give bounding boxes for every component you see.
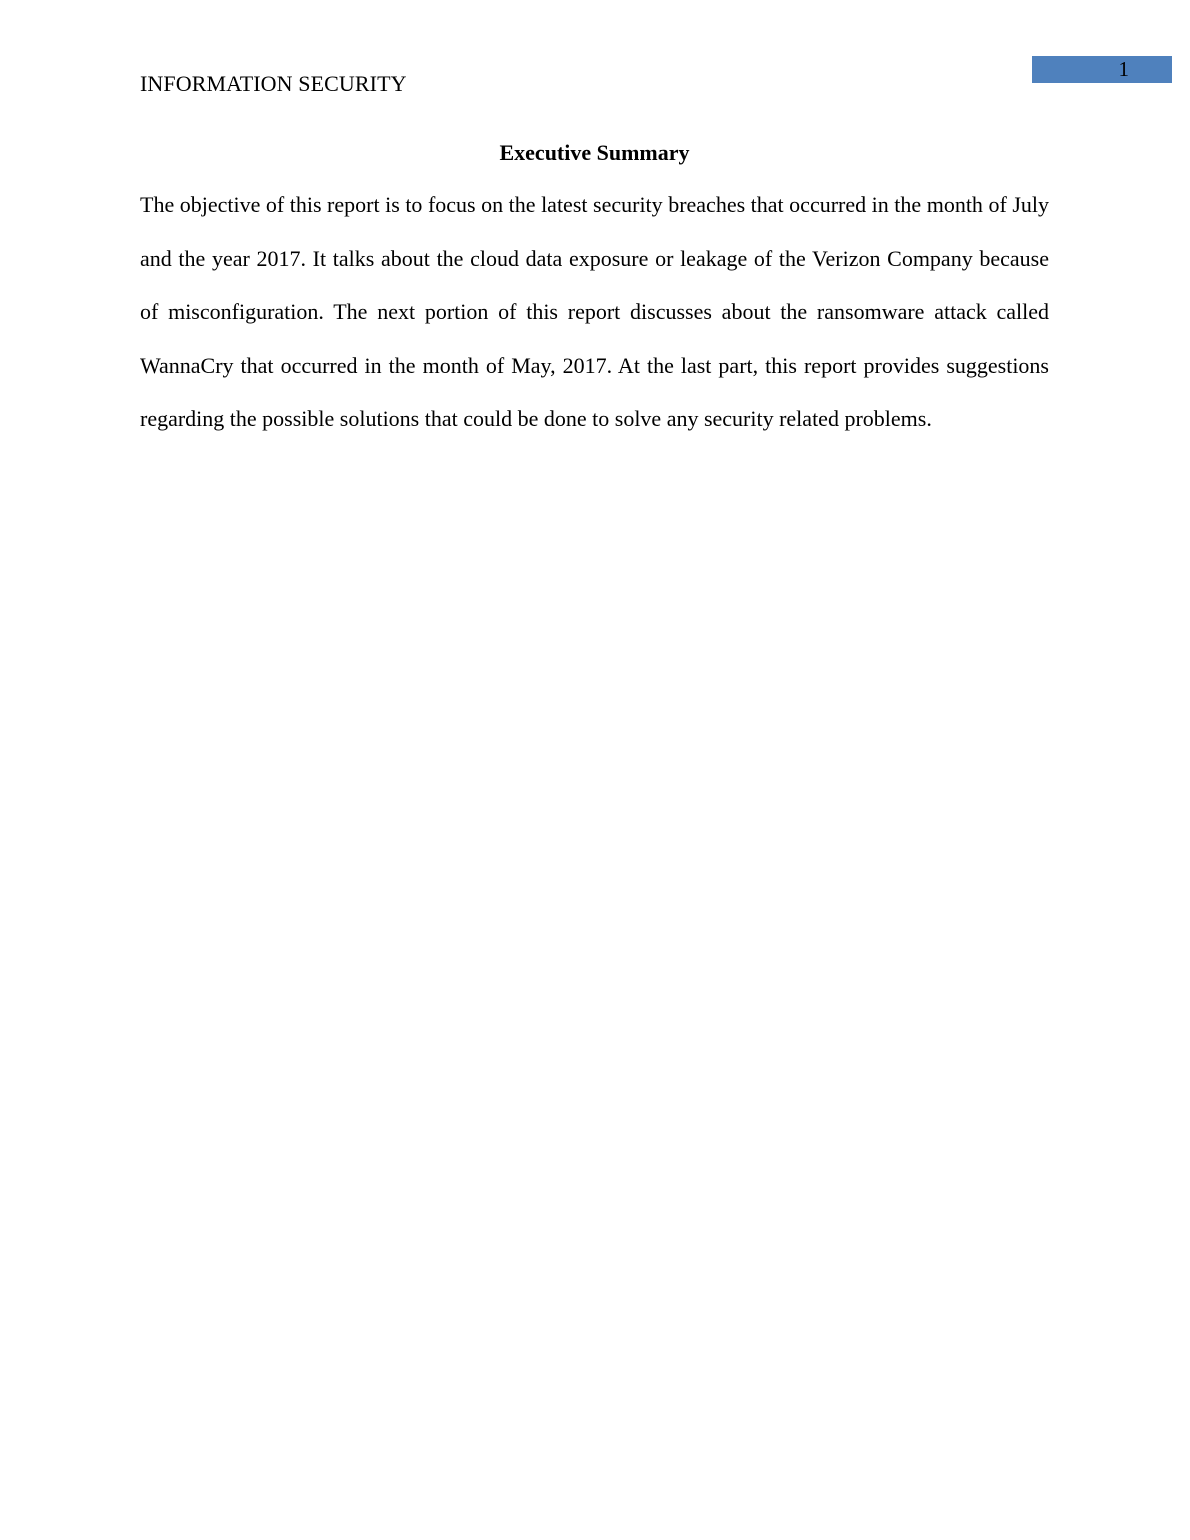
executive-summary-paragraph: The objective of this report is to focus on the latest security breaches that occurred in the month of July and the year 2017. It talks about the cloud data exposure or leakage of the Verizon Company because of misconfiguration. The next portion of this report discusses about the ransomware attack called WannaCry that occurred in the month of May, 2017. At the last part, this report provides suggestions regarding the possible solutions that could be done to solve any security related problems. xyxy=(140,192,1049,432)
section-title: Executive Summary xyxy=(499,140,690,165)
page-number: 1 xyxy=(1118,57,1129,81)
page-number-box xyxy=(1032,56,1172,83)
running-head: INFORMATION SECURITY xyxy=(140,71,407,96)
